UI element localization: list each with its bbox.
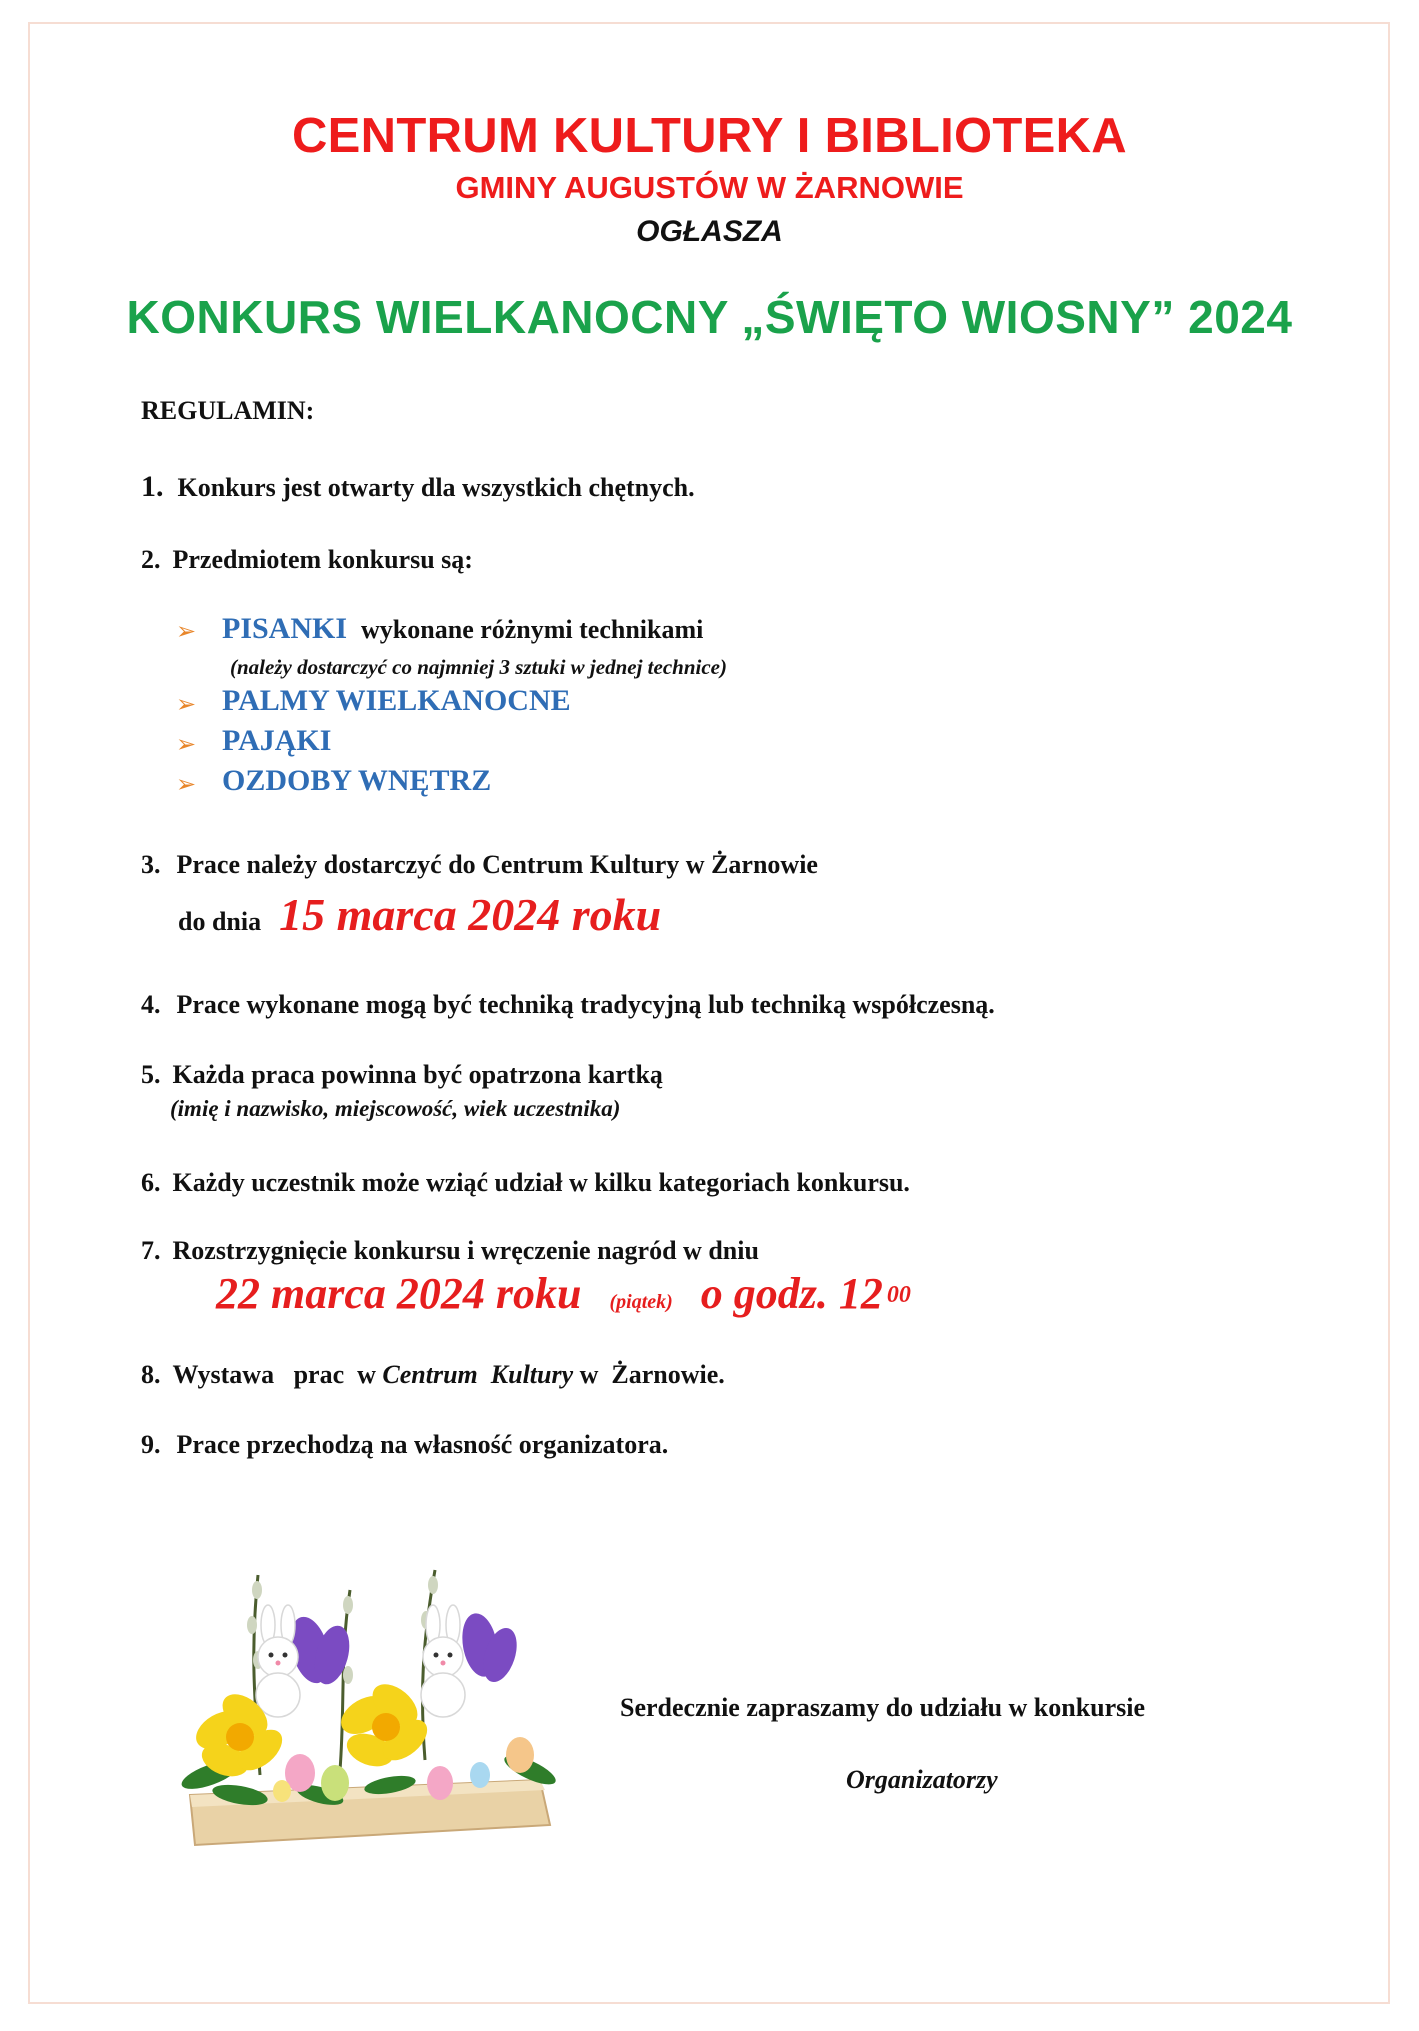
rule-7-text: Rozstrzygnięcie konkursu i wręczenie nagród w dniu <box>172 1236 759 1265</box>
award-day: (piątek) <box>609 1291 673 1313</box>
rule-7 <box>141 1236 759 1266</box>
organizers-signature: Organizatorzy <box>846 1765 998 1794</box>
rule-4-number: 4. <box>141 990 161 1019</box>
award-date: 22 marca 2024 roku <box>216 1269 582 1318</box>
category-item <box>222 612 703 646</box>
arrow-bullet-icon: ➢ <box>176 690 197 718</box>
rule-8 <box>141 1360 725 1390</box>
easter-decoration-image <box>150 1545 580 1865</box>
category-desc: wykonane różnymi technikami <box>361 615 704 644</box>
rule-1-text: Konkurs jest otwarty dla wszystkich chętnych. <box>177 473 695 502</box>
arrow-bullet-icon: ➢ <box>176 617 197 645</box>
announces-label: OGŁASZA <box>636 215 783 248</box>
rule-3-deadline <box>178 888 661 941</box>
rule-6-number: 6. <box>141 1168 161 1197</box>
rule-4 <box>141 990 995 1020</box>
rule-8-text-post: w Żarnowie. <box>573 1360 725 1389</box>
deadline-prefix: do dnia <box>178 907 262 936</box>
page-subtitle: GMINY AUGUSTÓW W ŻARNOWIE <box>455 170 964 205</box>
rule-5-note: (imię i nazwisko, miejscowość, wiek uczestnika) <box>170 1096 621 1121</box>
award-time-minutes: 00 <box>886 1281 911 1308</box>
award-time: o godz. 12 <box>700 1269 883 1318</box>
category-item: PAJĄKI <box>222 724 332 757</box>
category-item: PALMY WIELKANOCNE <box>222 684 571 717</box>
arrow-bullet-icon: ➢ <box>176 770 197 798</box>
rule-3-number: 3. <box>141 850 161 879</box>
rule-2-text: Przedmiotem konkursu są: <box>172 545 473 574</box>
rule-5-number: 5. <box>141 1060 161 1089</box>
rule-2 <box>141 545 473 575</box>
rule-1 <box>141 470 695 504</box>
rule-1-number: 1. <box>141 470 164 503</box>
category-name: PISANKI <box>222 612 348 645</box>
rule-6-text: Każdy uczestnik może wziąć udział w kilku kategoriach konkursu. <box>172 1168 910 1197</box>
rule-7-number: 7. <box>141 1236 161 1265</box>
rule-8-number: 8. <box>141 1360 161 1389</box>
page-title: CENTRUM KULTURY I BIBLIOTEKA <box>291 109 1127 163</box>
rule-8-text-italic: Centrum Kultury <box>382 1360 574 1389</box>
rule-9-text: Prace przechodzą na własność organizatora. <box>176 1430 669 1459</box>
invitation-text: Serdecznie zapraszamy do udziału w konkursie <box>620 1693 1146 1722</box>
category-note: (należy dostarczyć co najmniej 3 sztuki w jednej technice) <box>230 655 727 679</box>
rule-7-datetime <box>216 1268 911 1319</box>
rule-9-number: 9. <box>141 1430 161 1459</box>
rule-5-text: Każda praca powinna być opatrzona kartką <box>172 1060 663 1089</box>
rule-9 <box>141 1430 668 1460</box>
rule-3-text: Prace należy dostarczyć do Centrum Kultury w Żarnowie <box>176 850 818 879</box>
contest-title: KONKURS WIELKANOCNY „ŚWIĘTO WIOSNY” 2024 <box>126 291 1293 343</box>
rule-3 <box>141 850 818 880</box>
rule-8-text-pre: Wystawa prac w <box>172 1360 383 1389</box>
rule-6 <box>141 1168 910 1198</box>
rule-5 <box>141 1060 663 1090</box>
rule-4-text: Prace wykonane mogą być techniką tradycyjną lub techniką współczesną. <box>176 990 995 1019</box>
rules-heading: REGULAMIN: <box>141 396 315 425</box>
rule-2-number: 2. <box>141 545 161 574</box>
arrow-bullet-icon: ➢ <box>176 730 197 758</box>
deadline-date: 15 marca 2024 roku <box>279 889 662 940</box>
category-item: OZDOBY WNĘTRZ <box>222 764 492 797</box>
